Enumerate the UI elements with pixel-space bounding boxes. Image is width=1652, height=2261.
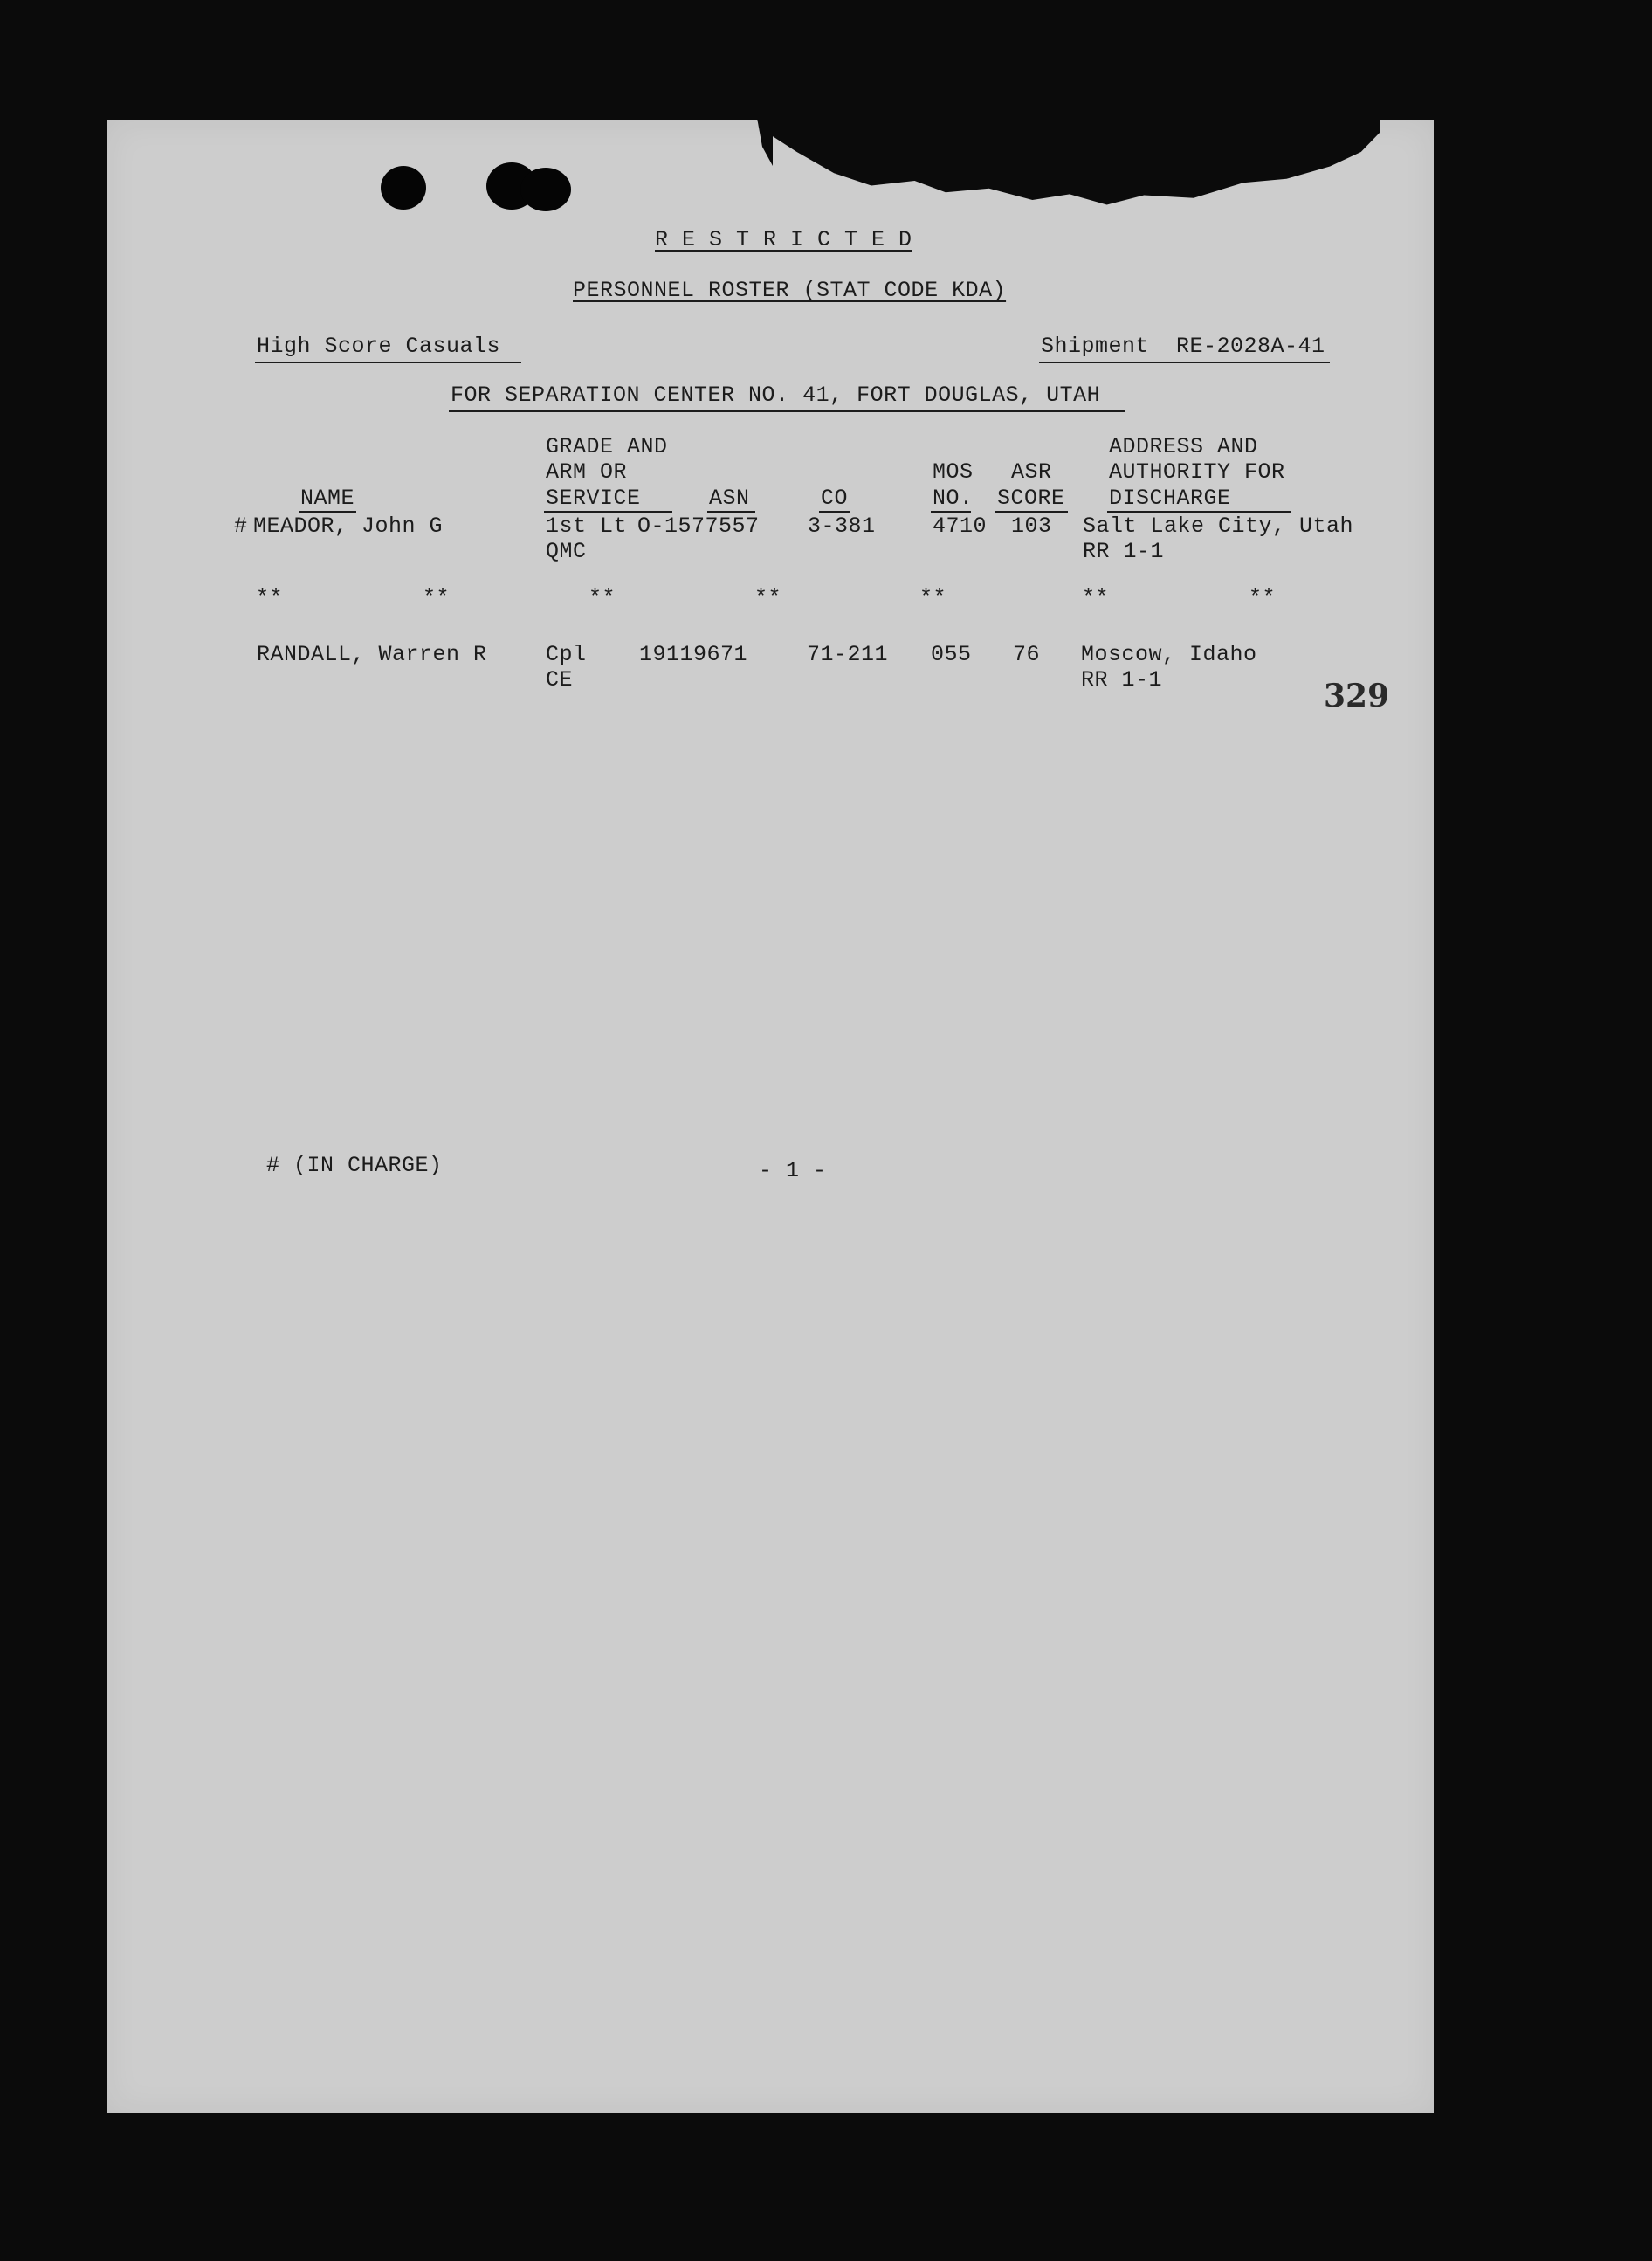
page-stamp-number: 329 (1324, 678, 1390, 714)
row-1-mos: 4710 (933, 514, 988, 539)
roster-title: PERSONNEL ROSTER (STAT CODE KDA) (573, 278, 1007, 303)
destination-line: FOR SEPARATION CENTER NO. 41, FORT DOUGLAS, UTAH (451, 383, 1101, 408)
row-1-in-charge-mark: # (234, 514, 248, 539)
header-name-underline (299, 511, 356, 513)
separator-mark: ** (1082, 585, 1110, 610)
row-2-grade: Cpl (546, 642, 587, 667)
row-1-co: 3-381 (808, 514, 876, 539)
header-co: CO (821, 486, 849, 511)
document-page (107, 120, 1434, 2113)
header-asr-1: ASR (1011, 459, 1052, 485)
row-1-name: MEADOR, John G (253, 514, 444, 539)
footnote-in-charge: # (IN CHARGE) (266, 1153, 443, 1178)
row-2-asn: 19119671 (639, 642, 748, 667)
header-asn: ASN (709, 486, 750, 511)
separator-mark: ** (589, 585, 616, 610)
header-asr-underline (995, 511, 1068, 513)
separator-mark: ** (919, 585, 947, 610)
header-name: NAME (300, 486, 355, 511)
header-grade-3: SERVICE (546, 486, 641, 511)
header-grade-1: GRADE AND (546, 434, 668, 459)
header-grade-2: ARM OR (546, 459, 628, 485)
header-address-2: AUTHORITY FOR (1109, 459, 1285, 485)
destination-underline (449, 410, 1125, 412)
classification-header: R E S T R I C T E D (655, 227, 912, 252)
header-mos-underline (931, 511, 971, 513)
punch-hole-left (381, 166, 426, 210)
unit-name: High Score Casuals (257, 334, 501, 359)
row-2-address: Moscow, Idaho (1081, 642, 1257, 667)
row-1-authority: RR 1-1 (1083, 539, 1165, 564)
header-asr-2: SCORE (997, 486, 1065, 511)
header-asn-underline (707, 511, 755, 513)
row-2-asr: 76 (1013, 642, 1041, 667)
row-2-mos: 055 (931, 642, 972, 667)
row-1-service: QMC (546, 539, 587, 564)
page-footer-number: - 1 - (759, 1158, 827, 1183)
header-address-underline (1107, 511, 1291, 513)
header-address-3: DISCHARGE (1109, 486, 1231, 511)
row-2-authority: RR 1-1 (1081, 667, 1163, 693)
punch-hole-right-2 (520, 168, 571, 211)
shipment-underline (1039, 362, 1330, 363)
header-address-1: ADDRESS AND (1109, 434, 1258, 459)
unit-underline (255, 362, 521, 363)
separator-mark: ** (754, 585, 782, 610)
row-2-service: CE (546, 667, 574, 693)
separator-mark: ** (423, 585, 451, 610)
row-1-asn: O-1577557 (637, 514, 760, 539)
row-2-co: 71-211 (807, 642, 889, 667)
row-1-address: Salt Lake City, Utah (1083, 514, 1354, 539)
shipment-number: Shipment RE-2028A-41 (1041, 334, 1325, 359)
header-grade-underline (544, 511, 672, 513)
header-mos-2: NO. (933, 486, 974, 511)
row-2-name: RANDALL, Warren R (257, 642, 487, 667)
separator-mark: ** (256, 585, 284, 610)
header-co-underline (819, 511, 850, 513)
row-1-asr: 103 (1011, 514, 1052, 539)
separator-mark: ** (1249, 585, 1277, 610)
row-1-grade: 1st Lt (546, 514, 628, 539)
header-mos-1: MOS (933, 459, 974, 485)
